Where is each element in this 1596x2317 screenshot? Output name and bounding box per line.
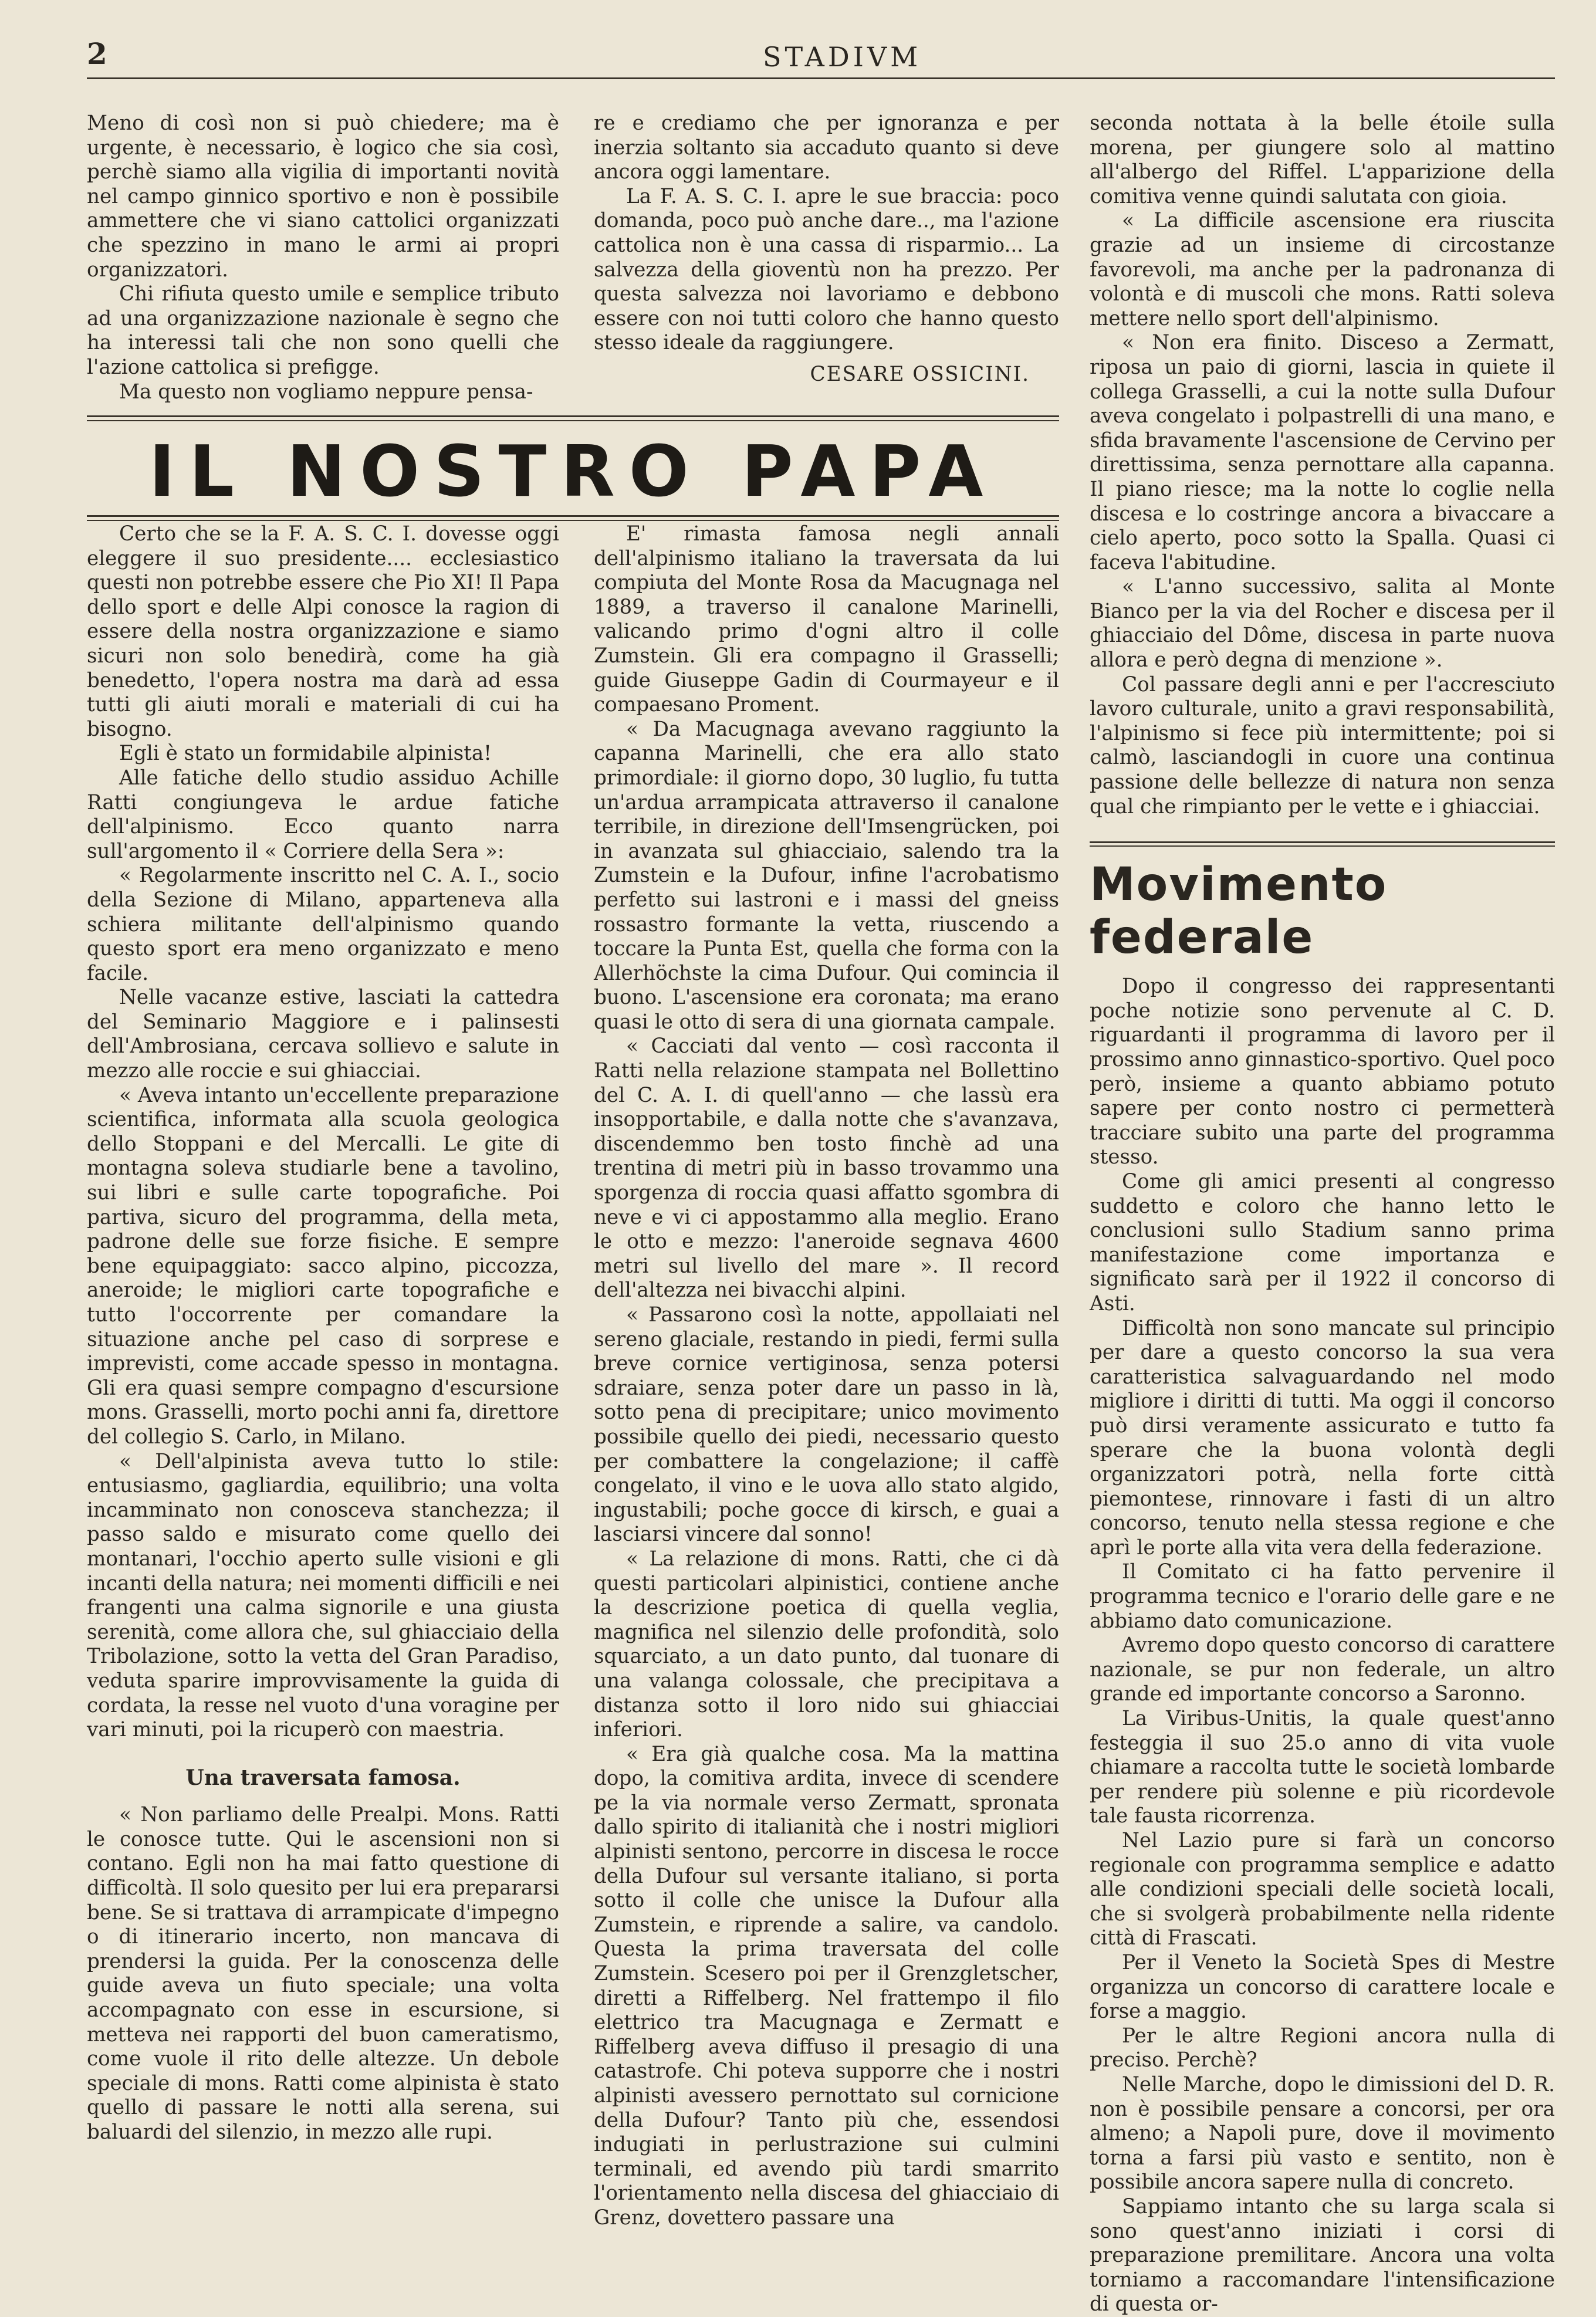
- paragraph: E' rimasta famosa negli annali dell'alpinismo italiano la traversata da lui compiuta del Monte Rosa da Macugnaga nel 1889, a traverso il canalone Marinelli, valicando primo d'ogni altro il colle Zumstein. Gli era compagno il Grasselli; guide Giuseppe Gadin di Courmayeur e il compaesano Proment.: [594, 522, 1059, 717]
- paragraph: Alle fatiche dello studio assiduo Achille Ratti congiungeva le ardue fatiche dell'alpinismo. Ecco quanto narra sull'argomento il « Corriere della Sera »:: [87, 766, 559, 863]
- paragraph: « Regolarmente inscritto nel C. A. I., socio della Sezione di Milano, apparteneva alla schiera militante dell'alpinismo quando questo sport era meno organizzato e meno facile.: [87, 864, 559, 985]
- paragraph: « Aveva intanto un'eccellente preparazione scientifica, informata alla scuola geologica dello Stoppani e del Mercalli. Le gite di montagna soleva studiarle bene a tavolino, sui libri e sulle carte topografiche. Poi partiva, sicuro del programma, della meta, padrone delle sue forze fisiche. E sempre bene equipaggiato: sacco alpino, piccozza, aneroide; le migliori carte topografiche e tutto l'occorrente per comandare la situazione anche pel caso di sorprese e imprevisti, come accade spesso in montagna. Gli era quasi sempre compagno d'escursione mons. Grasselli, morto pochi anni fa, direttore del collegio S. Carlo, in Milano.: [87, 1083, 559, 1449]
- paragraph: La Viribus-Unitis, la quale quest'anno festeggia il suo 25.o anno di vita vuole chiamare a raccolta tutte le società lombarde per rendere più solenne e più ricordevole tale fausta ricorrenza.: [1090, 1707, 1555, 1828]
- paragraph: Nelle vacanze estive, lasciati la cattedra del Seminario Maggiore e i palinsesti dell'Ambrosiana, cercava sollievo e salute in mezzo alle roccie e sui ghiacciai.: [87, 986, 559, 1083]
- page-number: 2: [87, 36, 107, 71]
- top-column-2: [594, 111, 1059, 387]
- paragraph: « L'anno successivo, salita al Monte Bianco per la via del Rocher e discesa per il ghiacciaio del Dôme, discesa in parte nuova allora e però degna di menzione ».: [1090, 575, 1555, 672]
- paragraph: Per il Veneto la Società Spes di Mestre organizza un concorso di carattere locale e forse a maggio.: [1090, 1950, 1555, 2024]
- paragraph: « Dell'alpinista aveva tutto lo stile: entusiasmo, gagliardia, equilibrio; una volta incamminato non conosceva stanchezza; il passo saldo e misurato come quello dei montanari, l'occhio aperto sulle visioni e gli incanti della natura; nei momenti difficili e nei frangenti una calma signorile e una giusta serenità, come allora che, sul ghiacciaio della Tribolazione, sotto la vetta del Gran Paradiso, veduta sparire improvvisamente la guida di cordata, la resse nel vuoto d'una voragine per vari minuti, poi la ricuperò con maestria.: [87, 1449, 559, 1742]
- paragraph: re e crediamo che per ignoranza e per inerzia soltanto sia accaduto quanto si deve ancora oggi lamentare.: [594, 111, 1059, 184]
- paragraph: Col passare degli anni e per l'accresciuto lavoro culturale, unito a gravi responsabilità, l'alpinismo si fece più intermittente; poi si calmò, lasciandogli in cuore una continua passione delle bellezze di natura non senza qual che rimpianto per le vette e i ghiacciai.: [1090, 672, 1555, 818]
- paragraph: Egli è stato un formidabile alpinista!: [119, 742, 492, 766]
- paragraph: « La difficile ascensione era riuscita grazie ad un insieme di circostanze favorevoli, ma anche per la padronanza di volontà e di muscoli che mons. Ratti soleva mettere nello sport dell'alpinismo.: [1090, 209, 1555, 330]
- paragraph: Certo che se la F. A. S. C. I. dovesse oggi eleggere il suo presidente.... ecclesiastico questi non potrebbe essere che Pio XI! Il Papa dello sport e delle Alpi conosce la ragion di essere della nostra organizzazione e siamo sicuri non solo benedirà, come ha già benedetto, l'opera nostra ma darà ad essa tutti gli aiuti morali e materiali di cui ha bisogno.: [87, 522, 559, 741]
- paragraph: Nelle Marche, dopo le dimissioni del D. R. non è possibile pensare a concorsi, per ora almeno; a Napoli pure, dove il movimento torna a farsi più vasto e sentito, non è possibile ancora sapere nulla di concreto.: [1090, 2072, 1555, 2194]
- paragraph: « La relazione di mons. Ratti, che ci dà questi particolari alpinistici, contiene anche la descrizione poetica di quella veglia, magnifica nel silenzio delle profondità, solo squarciato, a un dato punto, dal tuonare di una valanga colossale, che precipitava a distanza sotto il loro nido sui ghiacciai inferiori.: [594, 1547, 1059, 1742]
- paragraph: Avremo dopo questo concorso di carattere nazionale, se pur non federale, un altro grande ed importante concorso a Saronno.: [1090, 1633, 1555, 1706]
- paragraph: Per le altre Regioni ancora nulla di preciso. Perchè?: [1090, 2024, 1555, 2072]
- author-signature: CESARE OSSICINI.: [810, 362, 1030, 386]
- masthead: STADIVM: [763, 41, 922, 73]
- subheading: Una traversata famosa.: [185, 1765, 461, 1790]
- paragraph: seconda nottata à la belle étoile sulla morena, per giungere solo al mattino all'albergo del Riffel. L'apparizione della comitiva venne quindi salutata con gioia.: [1090, 111, 1555, 208]
- paragraph: « Non era finito. Disceso a Zermatt, riposa un paio di giorni, lascia in quiete il collega Grasselli, a cui la notte sulla Dufour aveva congelato i polpastrelli di una mano, e sfida bravamente l'ascensione de Cervino per direttissima, senza pernottare alla capanna. Il piano riesce; ma la notte lo coglie nella discesa e lo costringe ancora a bivaccare a cielo aperto, poco sotto la Spalla. Quasi ci faceva l'abitudine.: [1090, 331, 1555, 574]
- paragraph: Sappiamo intanto che su larga scala si sono quest'anno iniziati i corsi di preparazione premilitare. Ancora una volta torniamo a raccomandare l'intensificazione di questa or-: [1090, 2194, 1555, 2316]
- article-column-2: [594, 522, 1059, 2231]
- paragraph: Come gli amici presenti al congresso suddetto e coloro che hanno letto le conclusioni sullo Stadium sanno prima manifestazione come importanza e significato sarà per il 1922 il concorso di Asti.: [1090, 1169, 1555, 1315]
- headline-rule-bottom: [87, 515, 1059, 521]
- article-column-1: [87, 522, 559, 2145]
- headline: IL NOSTRO PAPA: [148, 431, 998, 513]
- article-column-3: [1090, 111, 1555, 2317]
- paragraph: « Cacciati dal vento — così racconta il Ratti nella relazione stampata nel Bollettino del C. A. I. di quell'anno — che lassù era insopportabile, e dalla notte che s'avanzava, discendemmo ben tosto finchè ad una trentina di metri più in basso trovammo una sporgenza di roccia quasi affatto sgombra di neve e vi ci appostammo alla meglio. Erano le otto e mezzo: l'aneroide segnava 4600 metri sul livello del mare ». Il record dell'altezza nei bivacchi alpini.: [594, 1034, 1059, 1303]
- paragraph: « Non parliamo delle Prealpi. Mons. Ratti le conosce tutte. Qui le ascensioni non si contano. Egli non ha mai fatto questione di difficoltà. Il solo quesito per lui era prepararsi bene. Se si trattava di arrampicate d'impegno o di itinerario incerto, non mancava di prendersi la guida. Per la conoscenza delle guide aveva un fiuto speciale; una volta accompagnato con esse in escursione, si metteva nei rapporti del buon cameratismo, come vuole il rito delle altezze. Un debole speciale di mons. Ratti come alpinista è stato quello di passare le notti alla serena, sui baluardi del silenzio, in mezzo alle rupi.: [87, 1803, 559, 2144]
- paragraph: Chi rifiuta questo umile e semplice tributo ad una organizzazione nazionale è segno che ha interessi tali che non sono quelli che l'azione cattolica si prefigge.: [87, 282, 559, 379]
- headline-rule-top: [87, 415, 1059, 421]
- header-rule: [87, 77, 1555, 79]
- paragraph: Meno di così non si può chiedere; ma è urgente, è necessario, è logico che sia così, perchè siamo alla vigilia di importanti novità nel campo ginnico sportivo e non è possibile ammettere che vi siano cattolici organizzati che spezzino in mano le armi ai propri organizzatori.: [87, 111, 559, 282]
- section-title: Movimento federale: [1090, 858, 1388, 965]
- paragraph: Il Comitato ci ha fatto pervenire il programma tecnico e l'orario delle gare e ne abbiamo dato comunicazione.: [1090, 1560, 1555, 1633]
- paragraph: « Passarono così la notte, appollaiati nel sereno glaciale, restando in piedi, fermi sulla breve cornice vertiginosa, senza potersi sdraiare, senza poter dare un passo in là, sotto pena di precipitare; unico movimento possibile quello dei piedi, necessario questo per combattere la congelazione; il caffè congelato, il vino e le uova allo stato algido, ingustabili; poche gocce di kirsch, e guai a lasciarsi vincere dal sonno!: [594, 1303, 1059, 1547]
- paragraph: La F. A. S. C. I. apre le sue braccia: poco domanda, poco può anche dare.., ma l'azione cattolica non è una cassa di risparmio... La salvezza della gioventù non ha prezzo. Per questa salvezza noi lavoriamo e debbono essere con noi tutti coloro che hanno questo stesso ideale da raggiungere.: [594, 184, 1059, 355]
- paragraph: « Da Macugnaga avevano raggiunto la capanna Marinelli, che era allo stato primordiale: il giorno dopo, 30 luglio, fu tutta un'ardua arrampicata attraverso il canalone terribile, in direzione dell'Imsengrücken, poi in avanzata sul ghiacciaio, salendo tra la Zumstein e la Dufour, infine l'acrobatismo perfetto sui lastroni e i massi del gneiss rossastro formante la vetta, riuscendo a toccare la Punta Est, quella che forma con la Allerhöchste la cima Dufour. Qui comincia il buono. L'ascensione era coronata; ma erano quasi le otto di sera di una giornata campale.: [594, 717, 1059, 1034]
- top-column-1: [87, 111, 559, 404]
- paragraph: « Era già qualche cosa. Ma la mattina dopo, la comitiva ardita, invece di scendere pe la via normale verso Zermatt, spronata dallo spirito di italianità che i nostri migliori alpinisti sentono, percorre in discesa le rocce della Dufour sul versante italiano, si porta sotto il colle che unisce la Dufour alla Zumstein, e riprende a salire, va candolo. Questa la prima traversata del colle Zumstein. Scesero poi per il Grenzgletscher, diretti a Riffelberg. Nel frattempo il filo elettrico tra Macugnaga e Zermatt e Riffelberg aveva diffuso il presagio di una catastrofe. Chi poteva supporre che i nostri alpinisti avessero pernottato sul cornicione della Dufour? Tanto più che, essendosi indugiati in perlustrazione sui culmini terminali, ed avendo più tardi smarrito l'orientamento nella discesa del ghiacciaio di Grenz, dovettero passare una: [594, 1742, 1059, 2230]
- paragraph: Nel Lazio pure si farà un concorso regionale con programma semplice e adatto alle condizioni speciali delle società locali, che si svolgerà probabilmente nella ridente città di Frascati.: [1090, 1829, 1555, 1950]
- section-rule: [1090, 841, 1555, 847]
- paragraph: Difficoltà non sono mancate sul principio per dare a questo concorso la sua vera caratteristica salvaguardando nel modo migliore i diritti di tutti. Ma oggi il concorso può dirsi veramente assicurato e tutto fa sperare che la buona volontà degli organizzatori potrà, nella forte città piemontese, rinnovare i fasti di un altro concorso, tenuto nella stessa regione e che aprì le porte alla vita vera della federazione.: [1090, 1316, 1555, 1560]
- paragraph: Dopo il congresso dei rappresentanti poche notizie sono pervenute al C. D. riguardanti il programma di lavoro per il prossimo anno ginnastico-sportivo. Quel poco però, insieme a quanto abbiamo potuto sapere per conto nostro ci permetterà tracciare subito una parte del programma stesso.: [1090, 975, 1555, 1169]
- paragraph: Ma questo non vogliamo neppure pensa-: [119, 380, 533, 404]
